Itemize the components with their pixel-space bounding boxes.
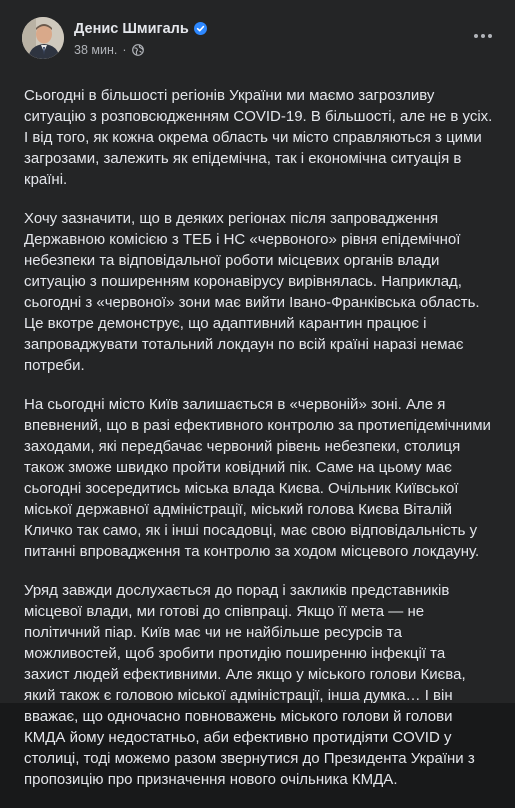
author-row (74, 20, 207, 38)
post-paragraph: Сьогодні в більшості регіонів України ми маємо загрозливу ситуацію з розповсюдженням COVID-19. В більшості, але не в усіх. І від того, як кожна окрема область чи місто справляються з цими загрозами, залежить як епідемічна, так і економічна ситуація в країні. (24, 87, 493, 188)
separator-dot: · (122, 42, 127, 57)
verified-badge-icon (194, 22, 207, 35)
globe-icon[interactable] (132, 44, 144, 56)
post-meta (74, 20, 207, 57)
post-body (24, 85, 494, 808)
post-paragraph: Хочу зазначити, що в деяких регіонах після запровадження Державною комісією з ТЕБ і НС «червоного» рівня епідемічної небезпеки та відповідальної роботи місцевих органів влади ситуацію з поширенням коронавірусу вирівнялась. Наприклад, сьогодні з «червоної» зони має вийти Івано-Франківська область. Це вкотре демонструє, що адаптивний карантин працює і запроваджувати тотальний локдаун по всій країні наразі немає потреби. (24, 210, 480, 374)
post-paragraph: На сьогодні місто Київ залишається в «червоній» зоні. Але я впевнений, що в разі ефективного контролю за протиепідемічними заходами, які передбачає червоний рівень небезпеки, столиця також зможе швидко пройти ковідний пік. Саме на цьому має сьогодні зосередитись міська влада Києва. Очільник Київської міської державної адміністрації, міський голова Києва Віталій Кличко так само, як і інші посадовці, має свою відповідальність у питанні впровадження та контролю за ходом місцевого локдауну. (24, 396, 491, 560)
post-paragraph: Уряд завжди дослухається до порад і закликів представників місцевої влади, ми готові до співпраці. Якщо її мета — не політичний піар. Київ має чи не найбільше ресурсів та можливостей, щоб зробити протидію поширенню інфекції та захист людей ефективними. Але якщо у міського голови Києва, який також є головою міської адміністрації, інша думка… І він вважає, що одночасно повноважень міського голови й голови КМДА йому недостатньо, аби ефективно протидіяти COVID у столиці, тоді можемо разом звернутися до Президента України з пропозицію про призначення нового очільника КМДА. (24, 582, 475, 788)
more-options-icon[interactable] (471, 28, 495, 44)
avatar[interactable] (22, 17, 64, 59)
author-name[interactable]: Денис Шмигаль (74, 20, 189, 37)
avatar-image (22, 17, 64, 59)
post-timestamp[interactable]: 38 мин. (74, 42, 118, 57)
post-time-row (74, 43, 207, 57)
post-header (22, 14, 207, 62)
